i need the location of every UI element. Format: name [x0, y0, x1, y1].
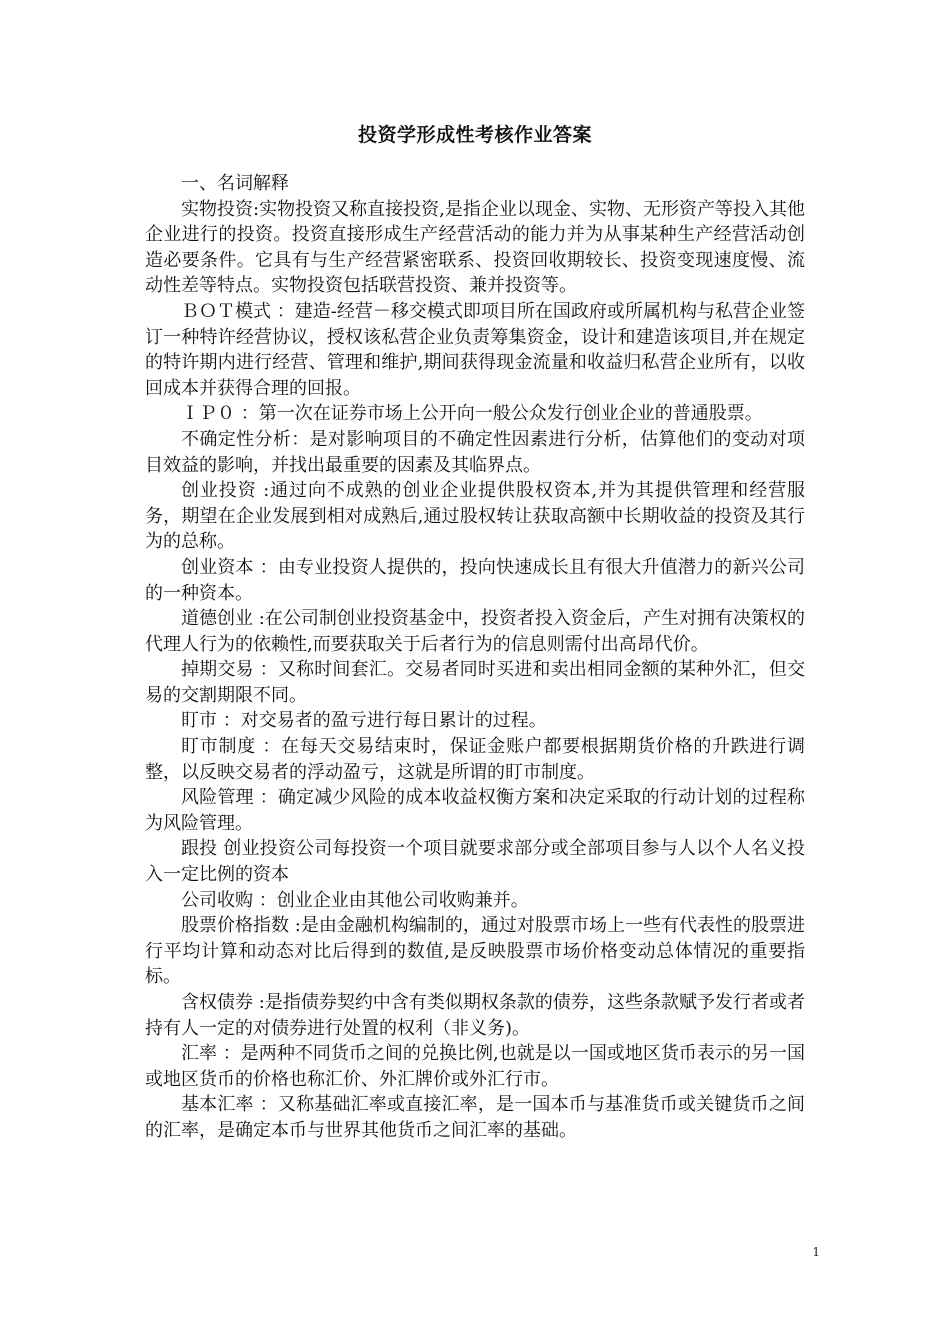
definition-paragraph — [145, 708, 805, 734]
definition-separator: ： — [253, 556, 278, 578]
definition-paragraph — [145, 606, 805, 657]
definition-term: 不确定性分析 — [181, 428, 292, 450]
definition-term: 道德创业 — [181, 608, 254, 630]
definition-separator: : — [253, 608, 265, 630]
section-heading: 一、名词解释 — [181, 173, 289, 194]
document-title: 投资学形成性考核作业答案 — [357, 124, 592, 146]
definition-separator: ： — [235, 403, 259, 425]
definition-separator: ： — [291, 428, 310, 450]
document-body — [145, 171, 805, 1144]
page-number: 1 — [812, 1245, 820, 1259]
definition-text: 是两种不同货币之间的兑换比例,也就是以一国或地区货币表示的另一国或地区货币的价格也称汇价、外汇牌价或外汇行市。 — [145, 1043, 805, 1090]
definition-text: 建造-经营－移交模式即项目所在国政府或所属机构与私营企业签订一种特许经营协议，授权该私营企业负责筹集资金，设计和建造该项目,并在规定的特许期内进行经营、管理和维护,期间获得现金流量和收益归私营企业所有，以收回成本并获得合理的回报。 — [145, 300, 805, 399]
definition-paragraph — [145, 1041, 805, 1092]
definition-paragraph — [145, 913, 805, 990]
definition-paragraph — [145, 427, 805, 478]
definition-separator: ： — [217, 710, 241, 732]
definition-separator: ： — [255, 736, 282, 758]
definition-text: 确定减少风险的成本收益权衡方案和决定采取的行动计划的过程称为风险管理。 — [145, 787, 806, 834]
definition-paragraph — [145, 401, 805, 427]
definition-term: 汇率 — [181, 1043, 218, 1065]
definition-text: 是指债券契约中含有类似期权条款的债券，这些条款赋予发行者或者持有人一定的对债券进行处置的权利（非义务)。 — [145, 992, 805, 1039]
definition-paragraph — [145, 657, 805, 708]
definition-text: 又称时间套汇。交易者同时买进和卖出相同金额的某种外汇，但交易的交割期限不同。 — [145, 659, 806, 706]
definition-separator: ： — [253, 1094, 278, 1116]
definition-separator: ： — [253, 889, 277, 911]
definition-separator: ： — [253, 787, 278, 809]
definition-paragraph — [145, 299, 805, 401]
definition-paragraph — [145, 990, 805, 1041]
definition-text: 在每天交易结束时，保证金账户都要根据期货价格的升跌进行调整，以反映交易者的浮动盈亏，这就是所谓的盯市制度。 — [145, 736, 806, 783]
definition-text: 第一次在证券市场上公开向一般公众发行创业企业的普通股票。 — [258, 403, 763, 425]
definition-paragraph — [145, 555, 805, 606]
definition-separator: ： — [217, 1043, 241, 1065]
definition-term: 盯市 — [181, 710, 217, 732]
definition-term: 风险管理 — [181, 787, 254, 809]
definition-term: 股票价格指数 — [181, 915, 290, 937]
definition-separator: ： — [271, 300, 295, 322]
definition-separator: : — [253, 992, 265, 1013]
definition-separator: : — [289, 915, 301, 937]
definition-text: 又称基础汇率或直接汇率，是一国本币与基准货币或关键货币之间的汇率，是确定本币与世界其他货币之间汇率的基础。 — [145, 1094, 806, 1141]
definition-term: 含权债券 — [181, 992, 254, 1013]
definition-term: 掉期交易 — [181, 659, 254, 681]
definition-text: 实物投资又称直接投资,是指企业以现金、实物、无形资产等投入其他企业进行的投资。投资直接形成生产经营活动的能力并为从事某种生产经营活动创造必要条件。它具有与生产经营紧密联系、投资回收期较长、投资变现速度慢、流动性差等特点。实物投资包括联营投资、兼并投资等。 — [145, 198, 806, 297]
definition-paragraph — [145, 888, 805, 914]
definition-separator: ： — [253, 659, 278, 681]
definition-text: 由专业投资人提供的，投向快速成长且有很大升值潜力的新兴公司的一种资本。 — [145, 556, 806, 604]
definition-term: 跟投 — [181, 838, 218, 860]
definition-text: 创业企业由其他公司收购兼并。 — [276, 889, 529, 911]
definition-text: 通过向不成熟的创业企业提供股权资本,并为其提供管理和经营服务，期望在企业发展到相对成熟后,通过股权转让获取高额中长期收益的投资及其行为的总称。 — [145, 480, 806, 553]
definition-term: 基本汇率 — [181, 1094, 254, 1116]
definition-text: 对交易者的盈亏进行每日累计的过程。 — [240, 710, 547, 732]
definition-paragraph — [145, 197, 805, 299]
definition-text: 创业投资公司每投资一个项目就要求部分或全部项目参与人以个人名义投入一定比例的资本 — [145, 838, 805, 886]
definition-paragraph — [145, 734, 805, 785]
definition-term: 盯市制度 — [181, 736, 256, 758]
definition-term: ＢＯＴ模式 — [181, 300, 272, 322]
definition-text: 在公司制创业投资基金中，投资者投入资金后，产生对拥有决策权的代理人行为的依赖性,而要获取关于后者行为的信息则需付出高昂代价。 — [145, 608, 805, 655]
definition-separator: : — [256, 480, 270, 502]
definition-text: 是对影响项目的不确定性因素进行分析，估算他们的变动对项目效益的影响，并找出最重要的因素及其临界点。 — [145, 428, 806, 476]
definition-term: 实物投资 — [181, 198, 254, 220]
definition-term: 创业资本 — [181, 556, 254, 578]
definition-term: 公司收购 — [181, 889, 253, 911]
definition-paragraph — [145, 785, 805, 836]
definition-text: 是由金融机构编制的，通过对股票市场上一些有代表性的股票进行平均计算和动态对比后得到的数值,是反映股票市场价格变动总体情况的重要指标。 — [145, 915, 806, 988]
definition-term: ＩＰ０ — [181, 403, 235, 425]
definition-term: 创业投资 — [181, 480, 257, 502]
definition-paragraph — [145, 1092, 805, 1143]
definition-separator: : — [253, 198, 260, 220]
definition-paragraph — [145, 478, 805, 555]
definition-paragraph — [145, 836, 805, 887]
definition-list — [145, 197, 805, 1144]
